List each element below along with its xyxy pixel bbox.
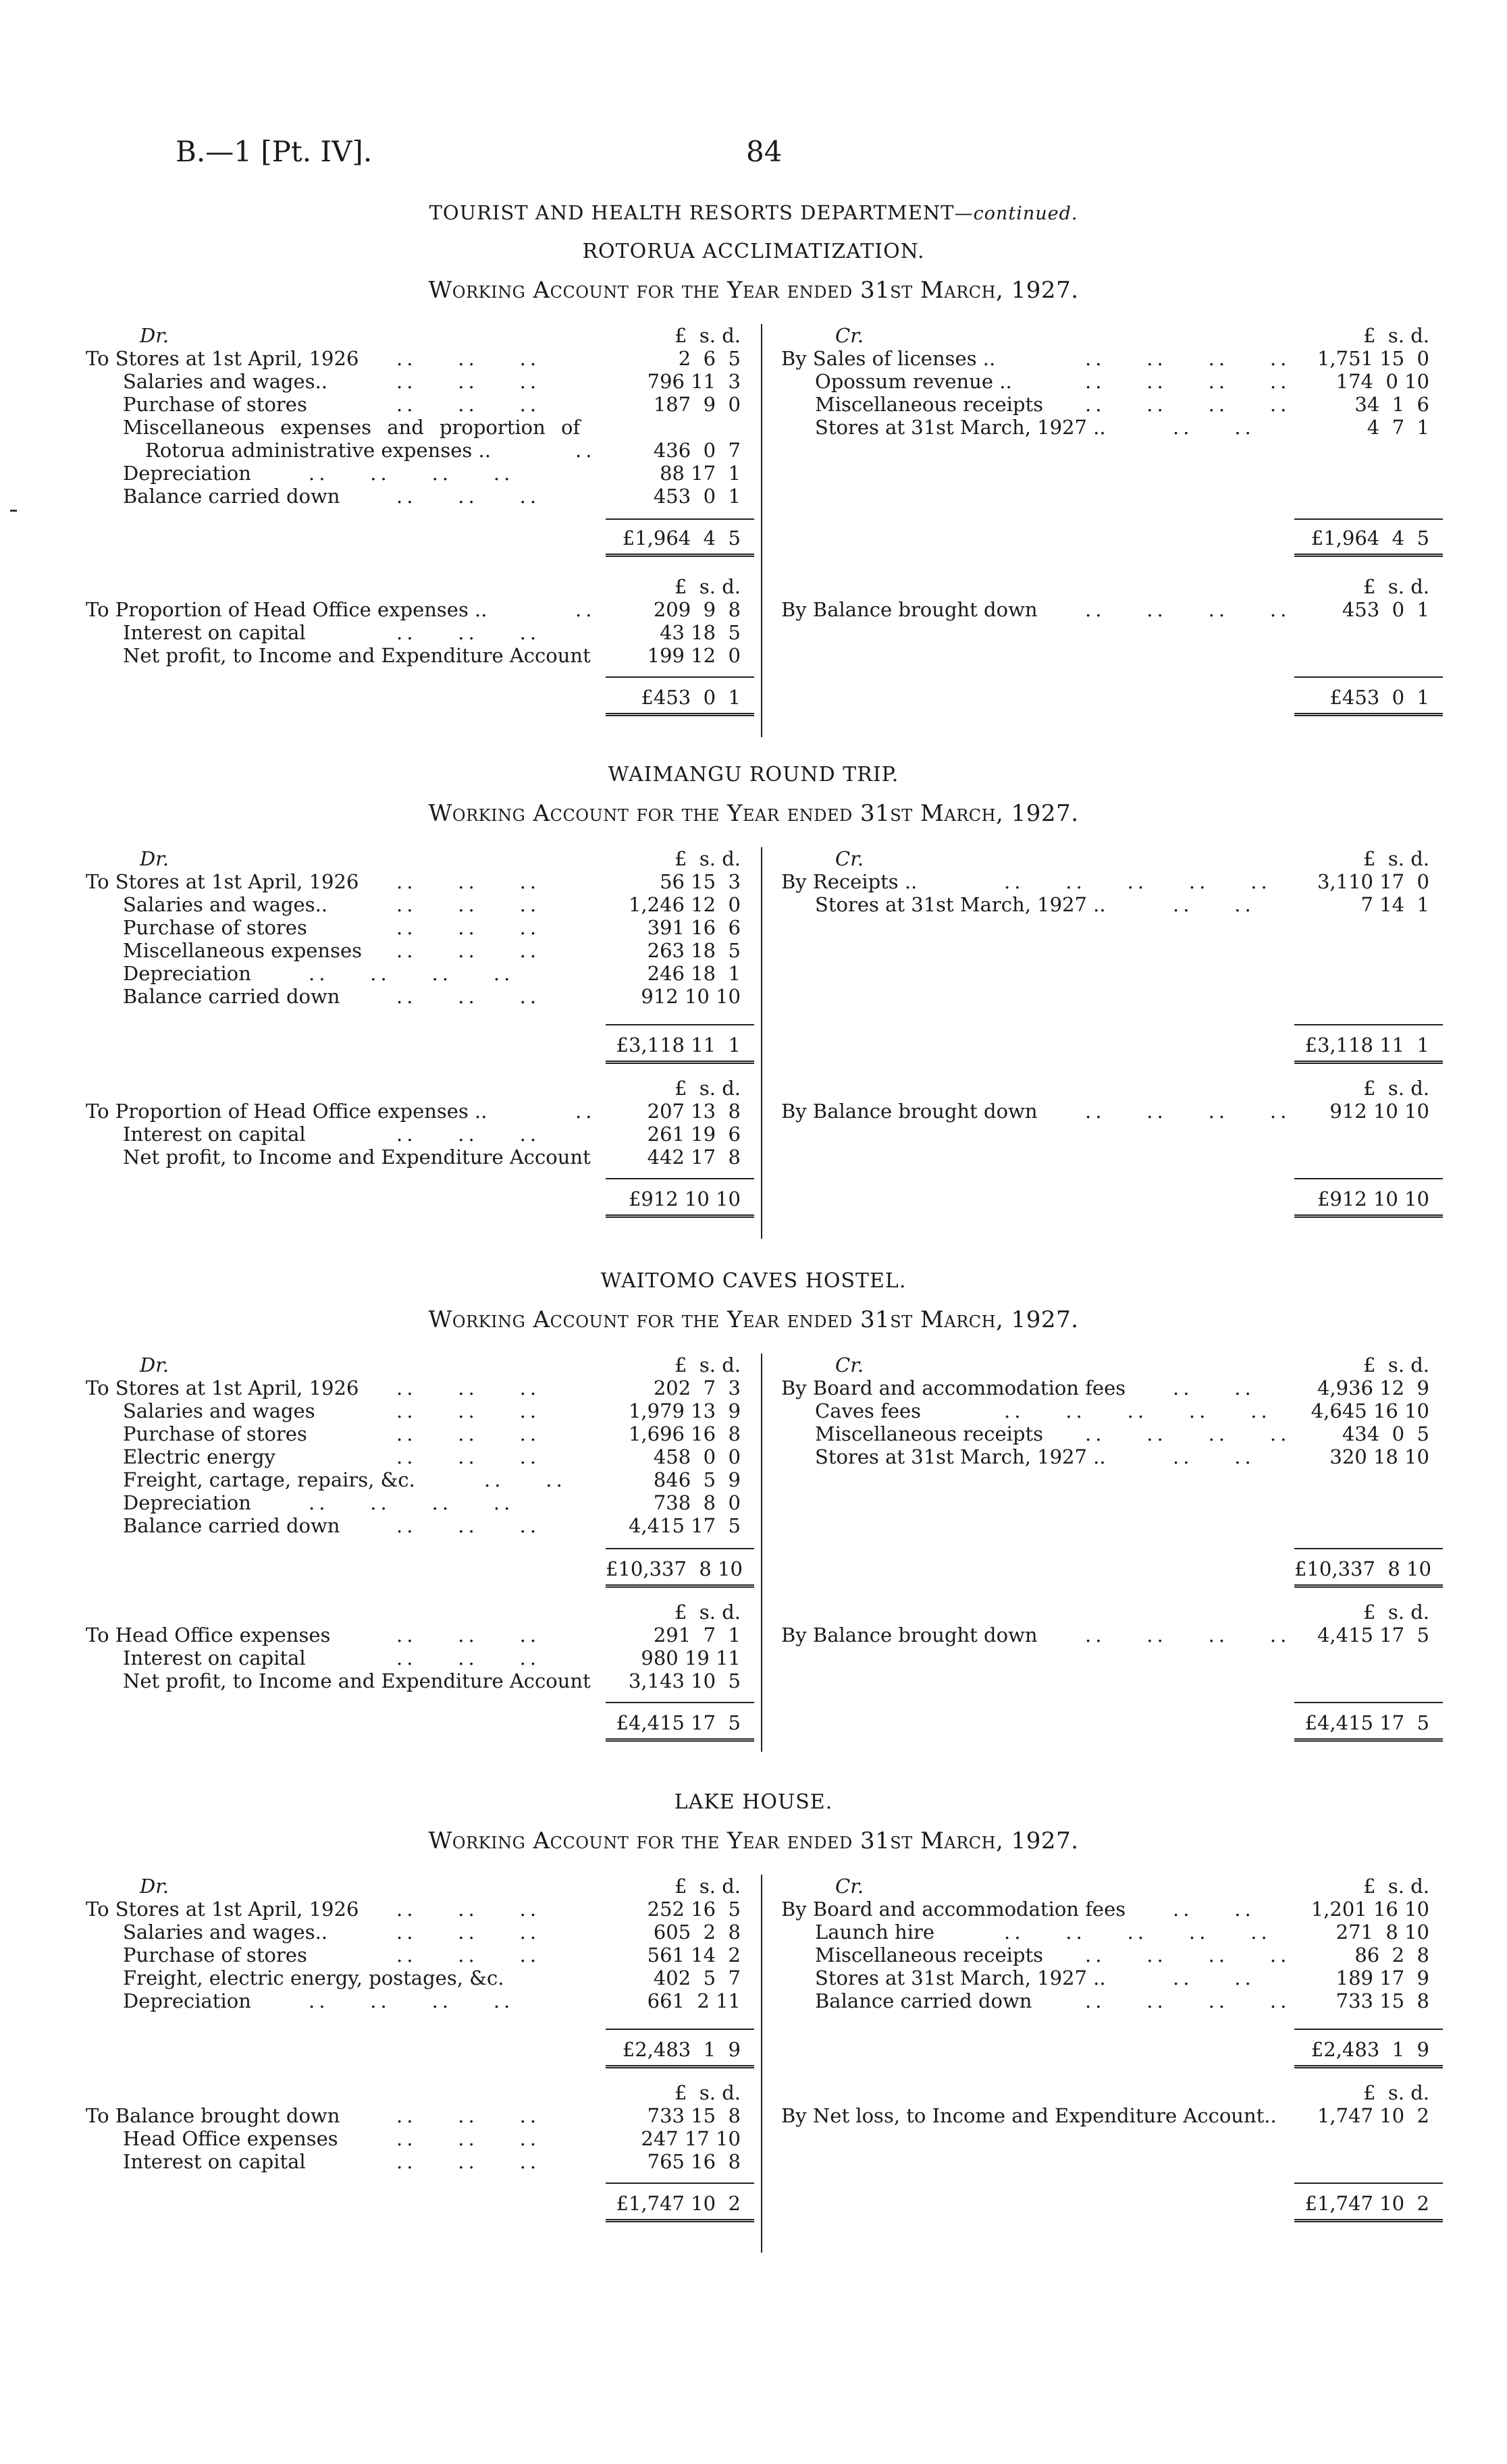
dr-entry-amount: 436 0 7 — [653, 439, 741, 462]
cr-entry-amount: 453 0 1 — [1342, 598, 1429, 621]
dr-entry-label: To Stores at 1st April, 1926 — [86, 1898, 359, 1921]
column-divider — [761, 1354, 762, 1752]
total-rule — [606, 1178, 754, 1179]
lsd-heading: £ s. d. — [675, 324, 741, 347]
leader-dots: .. .. .. — [396, 2104, 541, 2127]
column-divider — [761, 1875, 762, 2253]
leader-dots: .. .. .. .. — [1085, 1989, 1291, 2012]
leader-dots: .. — [575, 439, 596, 462]
leader-dots: .. .. .. — [396, 1514, 541, 1537]
leader-dots: .. .. .. — [396, 1422, 541, 1445]
total-double-rule — [606, 554, 754, 559]
dr-entry-label: Depreciation — [123, 1491, 251, 1514]
cr-entry-amount: 320 18 10 — [1329, 1445, 1429, 1468]
leader-dots: .. .. .. — [396, 485, 541, 508]
dr-entry-amount: 1,979 13 9 — [628, 1399, 741, 1422]
dr-entry-label: Interest on capital — [123, 621, 306, 644]
total-rule — [606, 518, 754, 520]
total-double-rule — [1294, 713, 1443, 718]
leader-dots: .. .. .. — [396, 1123, 541, 1146]
cr-entry-label: Stores at 31st March, 1927 .. — [815, 1445, 1106, 1468]
dr-entry-label: Rotorua administrative expenses .. — [145, 439, 491, 462]
cr-entry-label: Stores at 31st March, 1927 .. — [815, 1966, 1106, 1989]
lsd-heading: £ s. d. — [675, 1077, 741, 1100]
leader-dots: .. .. .. .. — [1085, 1944, 1291, 1966]
dr-entry-amount: 291 7 1 — [653, 1624, 741, 1646]
dr-entry-amount: 402 5 7 — [653, 1966, 741, 1989]
dr-entry-label: To Head Office expenses — [86, 1624, 331, 1646]
dr-label: Dr. — [140, 324, 169, 347]
total-double-rule — [606, 1584, 754, 1590]
dr-entry-label: Depreciation — [123, 462, 251, 485]
section-subtitle: Working Account for the Year ended 31st March, 1927. — [428, 800, 1079, 827]
dr-entry-amount: 207 13 8 — [647, 1100, 741, 1123]
leader-dots: .. .. — [1173, 1966, 1255, 1989]
cr-entry-label: By Balance brought down — [781, 1100, 1038, 1123]
leader-dots: .. .. .. .. — [1085, 347, 1291, 370]
dr-entry-label: Miscellaneous expenses — [123, 939, 363, 962]
leader-dots: .. .. .. — [396, 1445, 541, 1468]
cr-entry-label: By Sales of licenses .. — [781, 347, 996, 370]
total-rule — [606, 1548, 754, 1549]
leader-dots: .. .. .. — [396, 939, 541, 962]
total-double-rule — [606, 713, 754, 718]
dr-label: Dr. — [140, 847, 169, 870]
total-double-rule — [1294, 1061, 1443, 1066]
dr-entry-amount: 391 16 6 — [647, 916, 741, 939]
section-subtitle: Working Account for the Year ended 31st March, 1927. — [428, 277, 1079, 304]
dr-entry-amount: 199 12 0 — [647, 644, 741, 667]
leader-dots: .. .. .. .. — [309, 462, 514, 485]
dr-entry-amount: 765 16 8 — [647, 2150, 741, 2173]
dr-entry-amount: 246 18 1 — [647, 962, 741, 985]
section-title: WAIMANGU ROUND TRIP. — [608, 763, 899, 786]
dr-entry-label: To Stores at 1st April, 1926 — [86, 347, 359, 370]
total-amount: £2,483 1 9 — [622, 2038, 741, 2061]
lsd-heading: £ s. d. — [1363, 324, 1429, 347]
dr-label: Dr. — [140, 1354, 169, 1376]
leader-dots: .. .. .. .. .. — [1004, 1399, 1271, 1422]
cr-entry-label: By Board and accommodation fees — [781, 1898, 1126, 1921]
total-amount: £912 10 10 — [628, 1187, 741, 1210]
lsd-heading: £ s. d. — [1363, 1354, 1429, 1376]
dr-entry-amount: 247 17 10 — [641, 2127, 741, 2150]
cr-entry-amount: 1,747 10 2 — [1317, 2104, 1429, 2127]
total-double-rule — [1294, 1214, 1443, 1220]
total-amount: £2,483 1 9 — [1311, 2038, 1429, 2061]
total-rule — [606, 1024, 754, 1025]
leader-dots: .. .. .. .. — [1085, 598, 1291, 621]
dr-entry-label: Interest on capital — [123, 1646, 306, 1669]
cr-entry-amount: 7 14 1 — [1360, 893, 1429, 916]
total-double-rule — [1294, 1584, 1443, 1590]
dr-label: Dr. — [140, 1875, 169, 1898]
dr-entry-label: To Balance brought down — [86, 2104, 340, 2127]
cr-entry-label: By Net loss, to Income and Expenditure Account.. — [781, 2104, 1277, 2127]
dr-entry-label: Purchase of stores — [123, 916, 307, 939]
dr-entry-amount: 88 17 1 — [660, 462, 741, 485]
dr-entry-amount: 796 11 3 — [647, 370, 741, 393]
total-rule — [1294, 2182, 1443, 2184]
lsd-heading: £ s. d. — [675, 1354, 741, 1376]
section-title: LAKE HOUSE. — [674, 1790, 833, 1814]
section-title: ROTORUA ACCLIMATIZATION. — [582, 240, 925, 263]
total-amount: £4,415 17 5 — [616, 1711, 741, 1734]
dr-entry-amount: 605 2 8 — [653, 1921, 741, 1944]
leader-dots: .. .. .. — [396, 2150, 541, 2173]
cr-entry-label: By Receipts .. — [781, 870, 918, 893]
dr-entry-amount: 187 9 0 — [653, 393, 741, 416]
dr-entry-label: Salaries and wages.. — [123, 1921, 328, 1944]
dr-entry-label: To Proportion of Head Office expenses .. — [86, 1100, 487, 1123]
dr-entry-label: To Stores at 1st April, 1926 — [86, 870, 359, 893]
cr-entry-label: Balance carried down — [815, 1989, 1032, 2012]
dr-entry-amount: 980 19 11 — [641, 1646, 741, 1669]
total-amount: £10,337 8 10 — [1294, 1557, 1431, 1580]
leader-dots: .. .. — [1173, 416, 1255, 439]
dr-entry-amount: 561 14 2 — [647, 1944, 741, 1966]
total-double-rule — [606, 2065, 754, 2070]
cr-label: Cr. — [835, 1875, 864, 1898]
cr-label: Cr. — [835, 847, 864, 870]
cr-entry-label: Caves fees — [815, 1399, 922, 1422]
total-rule — [1294, 1024, 1443, 1025]
leader-dots: .. .. — [1173, 1898, 1255, 1921]
dr-entry-amount: 661 2 11 — [647, 1989, 741, 2012]
total-double-rule — [1294, 554, 1443, 559]
dr-entry-amount: 1,246 12 0 — [628, 893, 741, 916]
dr-entry-label: Balance carried down — [123, 1514, 340, 1537]
section-subtitle: Working Account for the Year ended 31st March, 1927. — [428, 1827, 1079, 1854]
total-rule — [606, 676, 754, 678]
cr-entry-amount: 4 7 1 — [1367, 416, 1429, 439]
total-amount: £10,337 8 10 — [606, 1557, 743, 1580]
dr-entry-label: Purchase of stores — [123, 1944, 307, 1966]
lsd-heading: £ s. d. — [675, 847, 741, 870]
cr-entry-amount: 189 17 9 — [1336, 1966, 1429, 1989]
department-heading — [0, 201, 1507, 224]
dr-entry-amount: 261 19 6 — [647, 1123, 741, 1146]
dr-entry-label: Salaries and wages.. — [123, 893, 328, 916]
total-rule — [606, 1702, 754, 1703]
leader-dots: .. .. .. .. — [1085, 393, 1291, 416]
dr-entry-label: Salaries and wages — [123, 1399, 315, 1422]
lsd-heading: £ s. d. — [675, 1875, 741, 1898]
total-rule — [606, 2182, 754, 2184]
leader-dots: .. .. .. — [396, 1624, 541, 1646]
dr-entry-label: Balance carried down — [123, 485, 340, 508]
leader-dots: .. .. .. — [396, 870, 541, 893]
lsd-heading: £ s. d. — [675, 1601, 741, 1624]
total-rule — [1294, 1548, 1443, 1549]
total-rule — [1294, 1178, 1443, 1179]
dr-entry-amount: 252 16 5 — [647, 1898, 741, 1921]
lsd-heading: £ s. d. — [1363, 1601, 1429, 1624]
leader-dots: .. .. .. .. .. — [1004, 1921, 1271, 1944]
dr-entry-label: To Stores at 1st April, 1926 — [86, 1376, 359, 1399]
total-double-rule — [606, 1214, 754, 1220]
column-divider — [761, 324, 762, 737]
total-amount: £1,964 4 5 — [622, 527, 741, 550]
dr-entry-amount: 43 18 5 — [660, 621, 741, 644]
leader-dots: .. .. .. .. — [1085, 370, 1291, 393]
cr-entry-amount: 174 0 10 — [1336, 370, 1429, 393]
dr-entry-label: Depreciation — [123, 1989, 251, 2012]
leader-dots: .. .. — [1173, 1445, 1255, 1468]
cr-entry-label: Miscellaneous receipts — [815, 393, 1043, 416]
cr-entry-label: Miscellaneous receipts — [815, 1944, 1043, 1966]
dr-entry-amount: 846 5 9 — [653, 1468, 741, 1491]
cr-entry-amount: 86 2 8 — [1354, 1944, 1429, 1966]
leader-dots: .. .. .. — [396, 1898, 541, 1921]
dr-entry-amount: 733 15 8 — [647, 2104, 741, 2127]
dr-entry-label: Salaries and wages.. — [123, 370, 328, 393]
dr-entry-label: To Proportion of Head Office expenses .. — [86, 598, 487, 621]
cr-entry-label: Miscellaneous receipts — [815, 1422, 1043, 1445]
cr-entry-amount: 34 1 6 — [1354, 393, 1429, 416]
department-continued: —continued. — [954, 203, 1078, 224]
department-title: TOURIST AND HEALTH RESORTS DEPARTMENT — [429, 201, 955, 224]
cr-entry-amount: 912 10 10 — [1329, 1100, 1429, 1123]
dr-entry-label: Net profit, to Income and Expenditure Account — [123, 1669, 591, 1692]
dr-entry-amount: 2 6 5 — [678, 347, 741, 370]
dr-entry-label: Net profit, to Income and Expenditure Account — [123, 1146, 591, 1169]
lsd-heading: £ s. d. — [1363, 1077, 1429, 1100]
total-amount: £4,415 17 5 — [1304, 1711, 1429, 1734]
dr-entry-label: Interest on capital — [123, 1123, 306, 1146]
leader-dots: .. .. .. — [396, 893, 541, 916]
leader-dots: .. .. .. .. — [1085, 1100, 1291, 1123]
dr-entry-amount: 912 10 10 — [641, 985, 741, 1008]
total-amount: £3,118 11 1 — [616, 1034, 741, 1056]
leader-dots: .. .. — [1173, 1376, 1255, 1399]
section-title: WAITOMO CAVES HOSTEL. — [600, 1269, 907, 1293]
cr-entry-amount: 733 15 8 — [1336, 1989, 1429, 2012]
cr-entry-amount: 3,110 17 0 — [1317, 870, 1429, 893]
cr-entry-label: By Balance brought down — [781, 1624, 1038, 1646]
dr-entry-label: Net profit, to Income and Expenditure Account — [123, 644, 591, 667]
cr-entry-label: Launch hire — [815, 1921, 935, 1944]
total-amount: £3,118 11 1 — [1304, 1034, 1429, 1056]
dr-entry-label: Head Office expenses — [123, 2127, 338, 2150]
leader-dots: .. .. .. — [396, 1921, 541, 1944]
margin-mark — [10, 510, 17, 512]
column-divider — [761, 847, 762, 1239]
dr-entry-amount: 202 7 3 — [653, 1376, 741, 1399]
dr-entry-amount: 1,696 16 8 — [628, 1422, 741, 1445]
lsd-heading: £ s. d. — [675, 2081, 741, 2104]
dr-entry-amount: 453 0 1 — [653, 485, 741, 508]
leader-dots: .. .. .. — [396, 1646, 541, 1669]
cr-entry-amount: 434 0 5 — [1342, 1422, 1429, 1445]
page-number: 84 — [746, 135, 783, 168]
leader-dots: .. .. .. .. — [1085, 1422, 1291, 1445]
cr-entry-label: Stores at 31st March, 1927 .. — [815, 416, 1106, 439]
dr-entry-label: Miscellaneous expenses and proportion of — [123, 416, 581, 439]
section-subtitle: Working Account for the Year ended 31st March, 1927. — [428, 1306, 1079, 1333]
leader-dots: .. .. .. .. — [1085, 1624, 1291, 1646]
lsd-heading: £ s. d. — [1363, 847, 1429, 870]
dr-entry-label: Depreciation — [123, 962, 251, 985]
lsd-heading: £ s. d. — [1363, 575, 1429, 598]
leader-dots: .. .. .. — [396, 2127, 541, 2150]
dr-entry-label: Purchase of stores — [123, 393, 307, 416]
lsd-heading: £ s. d. — [1363, 2081, 1429, 2104]
total-double-rule — [1294, 2219, 1443, 2224]
total-rule — [606, 2029, 754, 2030]
leader-dots: .. .. .. — [396, 347, 541, 370]
leader-dots: .. .. .. — [396, 1944, 541, 1966]
leader-dots: .. .. .. .. — [309, 1491, 514, 1514]
total-double-rule — [1294, 1738, 1443, 1744]
lsd-heading: £ s. d. — [1363, 1875, 1429, 1898]
total-double-rule — [606, 1061, 754, 1066]
leader-dots: .. .. .. — [396, 370, 541, 393]
leader-dots: .. .. .. — [396, 393, 541, 416]
leader-dots: .. .. — [484, 1468, 566, 1491]
cr-entry-amount: 4,415 17 5 — [1317, 1624, 1429, 1646]
dr-entry-amount: 4,415 17 5 — [628, 1514, 741, 1537]
dr-entry-amount: 738 8 0 — [653, 1491, 741, 1514]
cr-entry-amount: 1,201 16 10 — [1311, 1898, 1429, 1921]
leader-dots: .. .. .. .. .. — [1004, 870, 1271, 893]
total-double-rule — [606, 2219, 754, 2224]
cr-label: Cr. — [835, 324, 864, 347]
dr-entry-amount: 263 18 5 — [647, 939, 741, 962]
total-rule — [1294, 518, 1443, 520]
leader-dots: .. .. .. .. — [309, 962, 514, 985]
dr-entry-amount: 3,143 10 5 — [628, 1669, 741, 1692]
total-amount: £1,964 4 5 — [1311, 527, 1429, 550]
total-rule — [1294, 1702, 1443, 1703]
cr-entry-amount: 271 8 10 — [1336, 1921, 1429, 1944]
cr-entry-label: Stores at 31st March, 1927 .. — [815, 893, 1106, 916]
leader-dots: .. .. .. — [396, 1376, 541, 1399]
leader-dots: .. .. .. .. — [309, 1989, 514, 2012]
total-rule — [1294, 676, 1443, 678]
cr-entry-label: Opossum revenue .. — [815, 370, 1012, 393]
total-double-rule — [1294, 2065, 1443, 2070]
dr-entry-amount: 56 15 3 — [660, 870, 741, 893]
dr-entry-label: Freight, electric energy, postages, &c. — [123, 1966, 504, 1989]
total-amount: £912 10 10 — [1317, 1187, 1429, 1210]
lsd-heading: £ s. d. — [675, 575, 741, 598]
leader-dots: .. — [575, 598, 596, 621]
total-amount: £1,747 10 2 — [1304, 2192, 1429, 2215]
leader-dots: .. .. .. — [396, 621, 541, 644]
dr-entry-amount: 458 0 0 — [653, 1445, 741, 1468]
total-amount: £453 0 1 — [641, 686, 741, 709]
cr-entry-amount: 4,936 12 9 — [1317, 1376, 1429, 1399]
leader-dots: .. .. .. — [396, 916, 541, 939]
total-rule — [1294, 2029, 1443, 2030]
leader-dots: .. .. — [1173, 893, 1255, 916]
dr-entry-label: Freight, cartage, repairs, &c. — [123, 1468, 415, 1491]
cr-entry-label: By Balance brought down — [781, 598, 1038, 621]
total-double-rule — [606, 1738, 754, 1744]
total-amount: £1,747 10 2 — [616, 2192, 741, 2215]
dr-entry-label: Electric energy — [123, 1445, 275, 1468]
dr-entry-label: Purchase of stores — [123, 1422, 307, 1445]
cr-label: Cr. — [835, 1354, 864, 1376]
cr-entry-amount: 1,751 15 0 — [1317, 347, 1429, 370]
cr-entry-amount: 4,645 16 10 — [1311, 1399, 1429, 1422]
leader-dots: .. .. .. — [396, 985, 541, 1008]
running-header: B.—1 [Pt. IV]. — [176, 135, 373, 168]
dr-entry-label: Interest on capital — [123, 2150, 306, 2173]
leader-dots: .. .. .. — [396, 1399, 541, 1422]
dr-entry-amount: 442 17 8 — [647, 1146, 741, 1169]
cr-entry-label: By Board and accommodation fees — [781, 1376, 1126, 1399]
leader-dots: .. — [575, 1100, 596, 1123]
dr-entry-label: Balance carried down — [123, 985, 340, 1008]
dr-entry-amount: 209 9 8 — [653, 598, 741, 621]
total-amount: £453 0 1 — [1329, 686, 1429, 709]
